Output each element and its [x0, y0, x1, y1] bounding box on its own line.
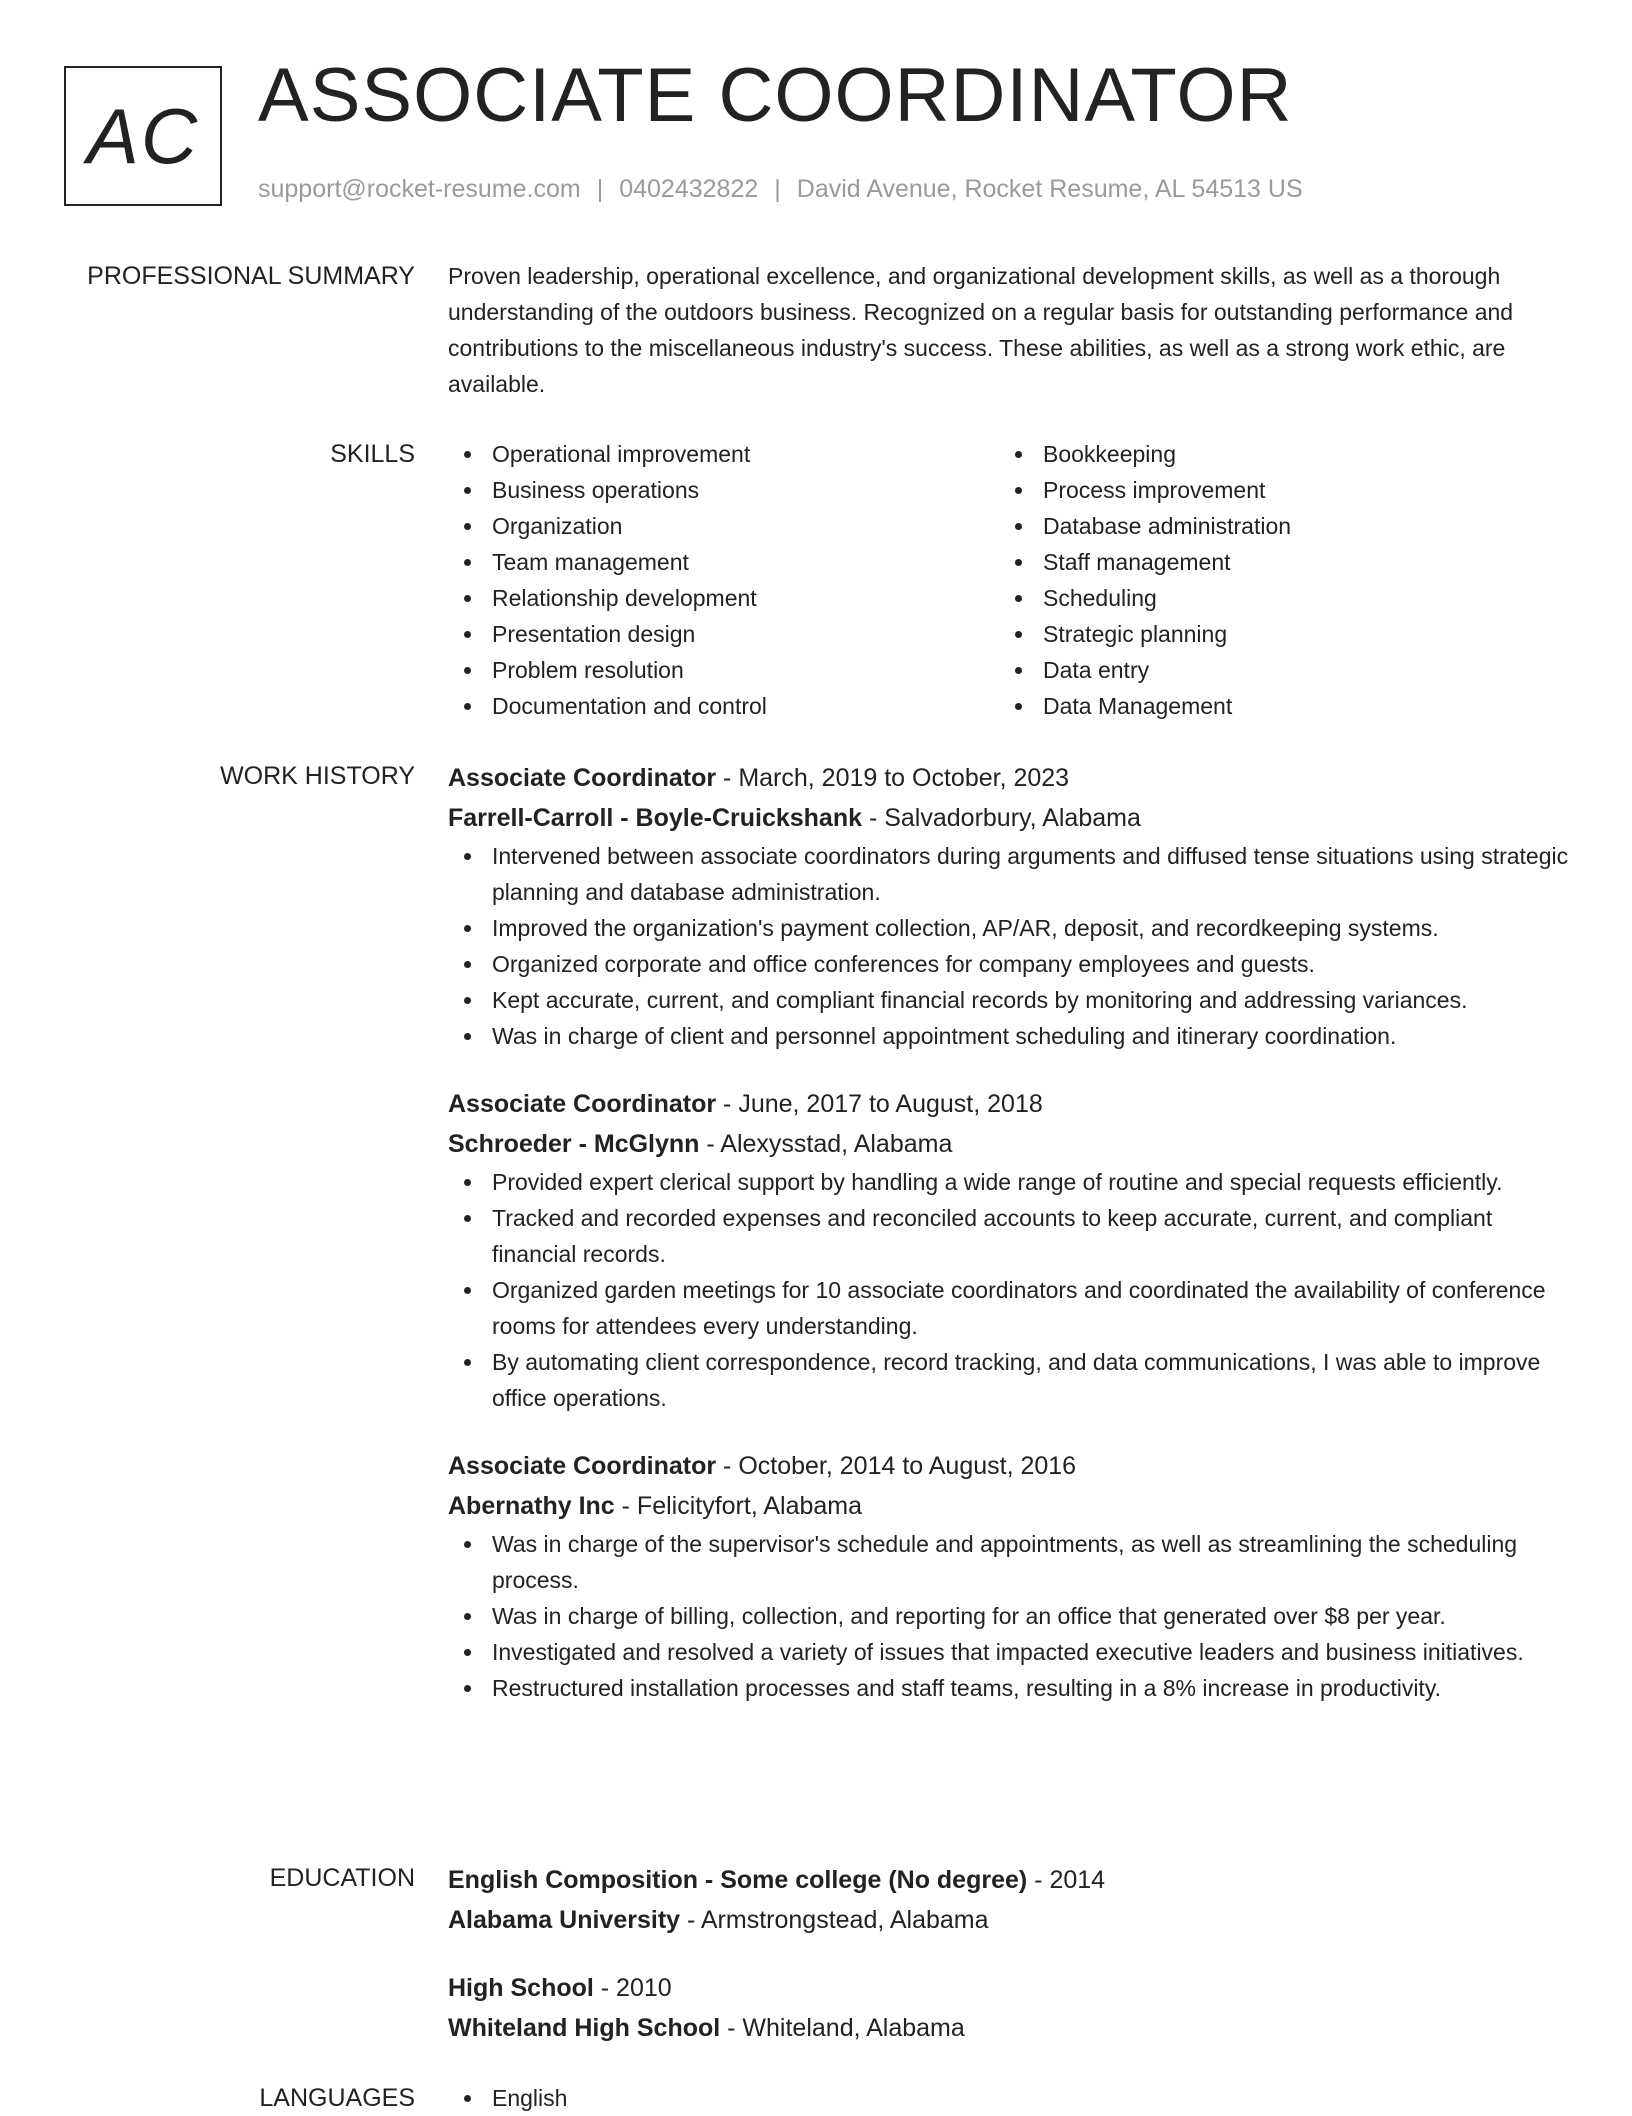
education-entry: [448, 1968, 1574, 2048]
education-entry: [448, 1860, 1574, 1940]
resume-title: ASSOCIATE COORDINATOR: [258, 53, 1293, 138]
skill-item: Problem resolution: [448, 652, 999, 688]
education-school: Alabama University: [448, 1906, 681, 1934]
education-degree: High School: [448, 1974, 594, 2002]
education-label: EDUCATION: [269, 1864, 415, 1892]
skill-item: Organization: [448, 508, 999, 544]
skills-label: SKILLS: [330, 440, 415, 468]
job-bullet: Was in charge of billing, collection, and reporting for an office that generated over $8 per year.: [448, 1598, 1574, 1634]
skill-item: Business operations: [448, 472, 999, 508]
job-bullet: Was in charge of the supervisor's schedule and appointments, as well as streamlining the scheduling process.: [448, 1526, 1574, 1598]
skill-item: Relationship development: [448, 580, 999, 616]
job-bullet: Kept accurate, current, and compliant financial records by monitoring and addressing variances.: [448, 982, 1574, 1018]
job-entry: [448, 1446, 1574, 1706]
skill-item: Strategic planning: [999, 616, 1550, 652]
job-title-line: [448, 1446, 1574, 1486]
job-bullet: Improved the organization's payment collection, AP/AR, deposit, and recordkeeping systems.: [448, 910, 1574, 946]
education-degree-line: [448, 1860, 1574, 1900]
education-year: - 2014: [1027, 1866, 1106, 1894]
skills-grid: [448, 436, 1574, 724]
job-company: Schroeder - McGlynn: [448, 1130, 700, 1158]
education-year: - 2010: [593, 1974, 672, 2002]
job-bullet: Was in charge of client and personnel appointment scheduling and itinerary coordination.: [448, 1018, 1574, 1054]
job-title-line: [448, 758, 1574, 798]
skill-item: Scheduling: [999, 580, 1550, 616]
education-school-line: [448, 2008, 1574, 2048]
skill-item: Team management: [448, 544, 999, 580]
job-dates: - March, 2019 to October, 2023: [716, 764, 1070, 792]
contact-email: support@rocket-resume.com: [258, 175, 581, 203]
job-entry: [448, 758, 1574, 1054]
education-location: - Armstrongstead, Alabama: [680, 1906, 989, 1934]
job-bullets: [448, 1526, 1574, 1706]
education-body: [448, 1860, 1574, 2076]
skill-item: Presentation design: [448, 616, 999, 652]
education-degree-line: [448, 1968, 1574, 2008]
job-bullet: Tracked and recorded expenses and reconciled accounts to keep accurate, current, and compliant financial records.: [448, 1200, 1574, 1272]
job-bullet: Investigated and resolved a variety of issues that impacted executive leaders and business initiatives.: [448, 1634, 1574, 1670]
skill-item: Process improvement: [999, 472, 1550, 508]
job-title: Associate Coordinator: [448, 1452, 717, 1480]
job-bullet: Intervened between associate coordinators during arguments and diffused tense situations using strategic planning and database administration.: [448, 838, 1574, 910]
job-location: - Felicityfort, Alabama: [614, 1492, 863, 1520]
skills-column-right: [999, 436, 1550, 724]
job-company-line: [448, 1486, 1574, 1526]
contact-phone: 0402432822: [619, 175, 759, 203]
job-bullets: [448, 838, 1574, 1054]
contact-line: [258, 174, 1303, 204]
job-company-line: [448, 798, 1574, 838]
work-history-label: WORK HISTORY: [220, 762, 415, 790]
job-dates: - June, 2017 to August, 2018: [716, 1090, 1043, 1118]
skill-item: Data Management: [999, 688, 1550, 724]
job-company-line: [448, 1124, 1574, 1164]
job-entry: [448, 1084, 1574, 1416]
languages-list: [448, 2080, 1574, 2116]
skill-item: Documentation and control: [448, 688, 999, 724]
work-history-body: [448, 758, 1574, 1736]
job-title-line: [448, 1084, 1574, 1124]
job-bullet: Organized garden meetings for 10 associate coordinators and coordinated the availability of conference rooms for attendees every understanding.: [448, 1272, 1574, 1344]
skill-item: Staff management: [999, 544, 1550, 580]
education-degree: English Composition - Some college (No degree): [448, 1866, 1028, 1894]
job-bullets: [448, 1164, 1574, 1416]
skill-item: Data entry: [999, 652, 1550, 688]
language-item: English: [448, 2080, 1574, 2116]
job-title: Associate Coordinator: [448, 1090, 717, 1118]
summary-body: [448, 258, 1574, 402]
job-bullet: Restructured installation processes and staff teams, resulting in a 8% increase in productivity.: [448, 1670, 1574, 1706]
summary-label: PROFESSIONAL SUMMARY: [87, 262, 415, 290]
languages-label: LANGUAGES: [259, 2084, 415, 2112]
job-bullet: By automating client correspondence, record tracking, and data communications, I was able to improve office operations.: [448, 1344, 1574, 1416]
skill-item: Database administration: [999, 508, 1550, 544]
education-school-line: [448, 1900, 1574, 1940]
job-bullet: Provided expert clerical support by handling a wide range of routine and special requests efficiently.: [448, 1164, 1574, 1200]
job-company: Abernathy Inc: [448, 1492, 615, 1520]
skill-item: Operational improvement: [448, 436, 999, 472]
summary-text: Proven leadership, operational excellence, and organizational development skills, as well as a thorough understanding of the outdoors business. Recognized on a regular basis for outstanding performance and contributions to the miscellaneous industry's success. These abilities, as well as a strong work ethic, are available.: [448, 263, 1514, 397]
contact-address: David Avenue, Rocket Resume, AL 54513 US: [796, 175, 1303, 203]
job-company: Farrell-Carroll - Boyle-Cruickshank: [448, 804, 863, 832]
contact-separator: |: [774, 175, 781, 203]
job-bullet: Organized corporate and office conferences for company employees and guests.: [448, 946, 1574, 982]
monogram-badge: AC: [64, 66, 222, 206]
skills-body: [448, 436, 1574, 724]
job-location: - Salvadorbury, Alabama: [862, 804, 1141, 832]
education-location: - Whiteland, Alabama: [720, 2014, 965, 2042]
job-title: Associate Coordinator: [448, 764, 717, 792]
education-school: Whiteland High School: [448, 2014, 721, 2042]
languages-body: [448, 2080, 1574, 2116]
skill-item: Bookkeeping: [999, 436, 1550, 472]
job-location: - Alexysstad, Alabama: [699, 1130, 953, 1158]
contact-separator: |: [596, 175, 604, 203]
job-dates: - October, 2014 to August, 2016: [716, 1452, 1077, 1480]
skills-column-left: [448, 436, 999, 724]
